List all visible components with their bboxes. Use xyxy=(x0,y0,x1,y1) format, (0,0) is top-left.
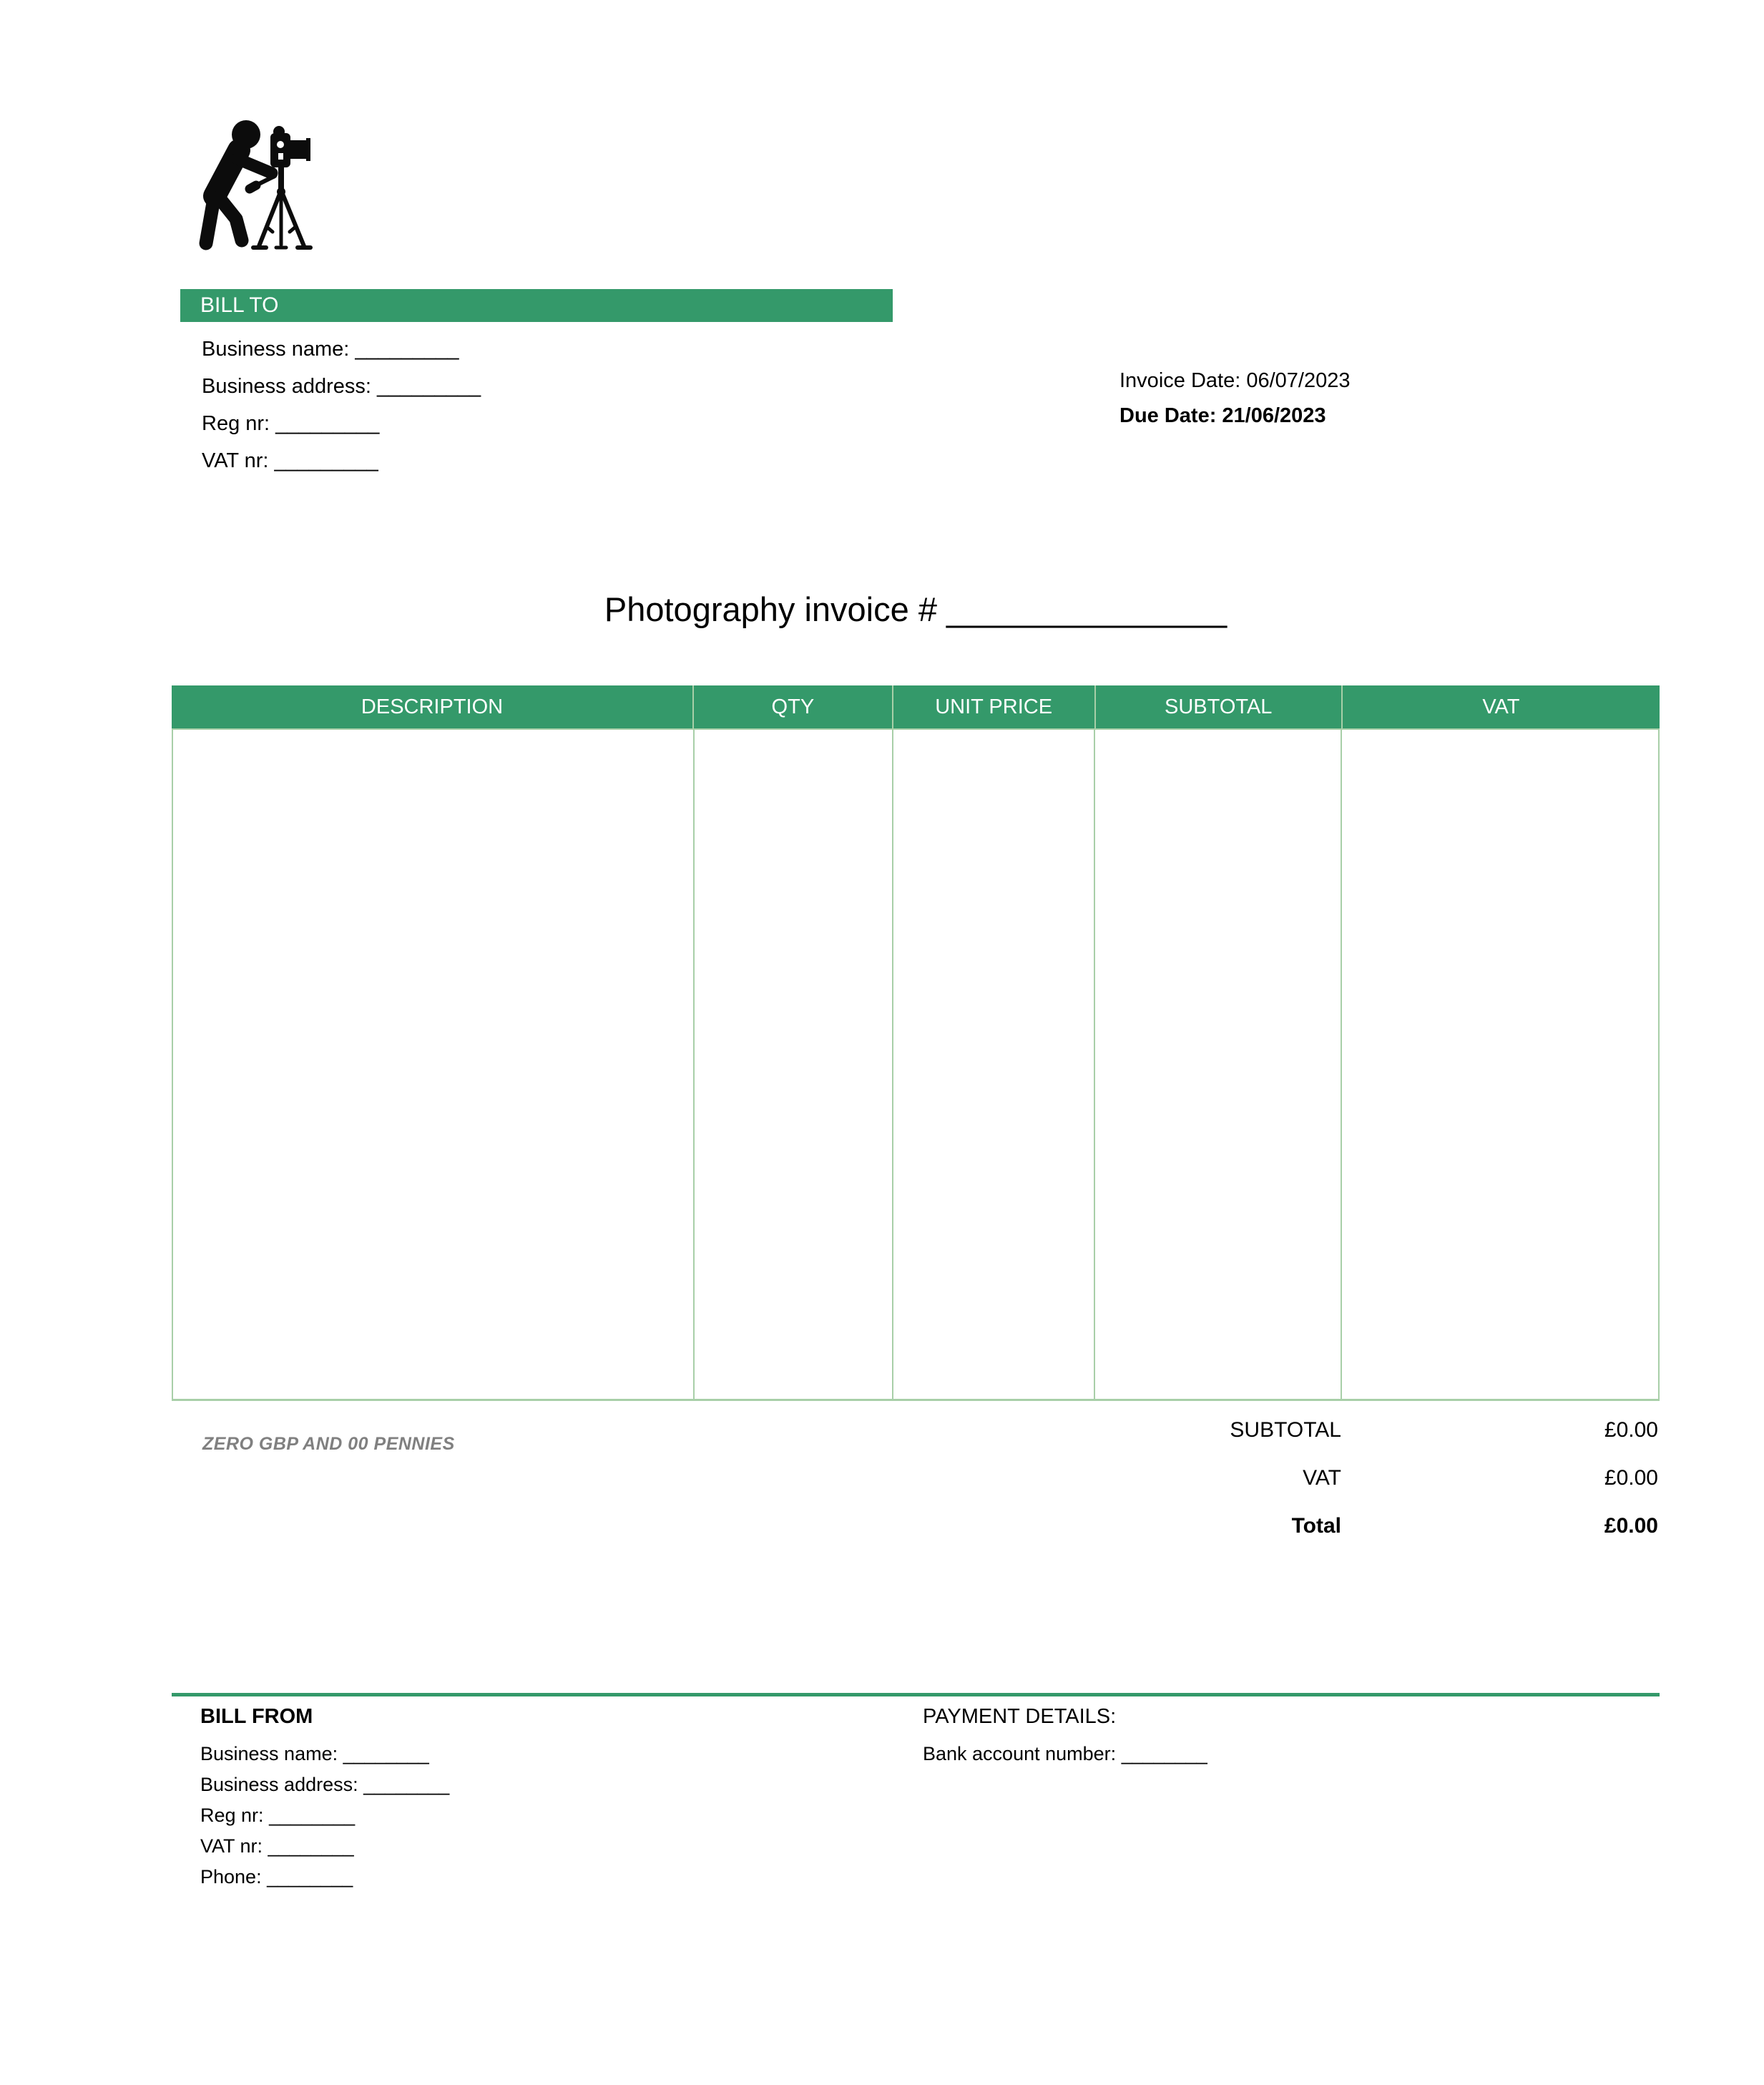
blank-line: _________ xyxy=(355,337,459,361)
body-cell-vat xyxy=(1341,730,1658,1399)
payment-details-header: PAYMENT DETAILS: xyxy=(923,1705,1117,1728)
blank-line: ________ xyxy=(269,1805,356,1826)
invoice-date-value: 06/07/2023 xyxy=(1246,369,1351,392)
blank-line: _________ xyxy=(377,374,481,398)
amount-in-words: ZERO GBP AND 00 PENNIES xyxy=(202,1434,455,1454)
total-label: Total xyxy=(1291,1514,1341,1538)
bill-to-vat-nr: VAT nr: _________ xyxy=(202,449,378,472)
column-header-qty: QTY xyxy=(692,685,892,728)
column-header-unit-price: UNIT PRICE xyxy=(892,685,1094,728)
photographer-camera-tripod-icon xyxy=(179,113,330,260)
items-table-header xyxy=(172,685,1660,730)
blank-line: ________ xyxy=(268,1835,354,1857)
subtotal-value: £0.00 xyxy=(1604,1418,1658,1442)
bill-to-business-name: Business name: _________ xyxy=(202,337,459,361)
bill-from-reg-nr: Reg nr: ________ xyxy=(200,1805,356,1826)
bill-to-header: BILL TO xyxy=(200,293,279,317)
due-date-line: Due Date: 21/06/2023 xyxy=(1119,404,1326,427)
footer-divider xyxy=(172,1693,1660,1696)
total-row xyxy=(0,1514,1764,1543)
subtotal-label: SUBTOTAL xyxy=(1230,1418,1341,1442)
bill-from-section xyxy=(200,1704,449,1893)
blank-line: ________ xyxy=(1121,1743,1207,1764)
blank-line: _________ xyxy=(275,411,380,435)
invoice-number-blank: _______________ xyxy=(946,590,1228,628)
bill-to-banner xyxy=(180,289,893,322)
blank-line: ________ xyxy=(363,1774,450,1795)
body-cell-description xyxy=(173,730,693,1399)
bill-to-reg-nr: Reg nr: _________ xyxy=(202,411,380,435)
page-title: Photography invoice # _______________ xyxy=(604,590,1228,628)
body-cell-qty xyxy=(693,730,892,1399)
vat-row xyxy=(0,1466,1764,1495)
bill-from-phone: Phone: ________ xyxy=(200,1866,353,1888)
total-value: £0.00 xyxy=(1604,1514,1658,1538)
blank-line: ________ xyxy=(267,1866,353,1888)
bill-to-business-address: Business address: _________ xyxy=(202,374,481,398)
body-cell-subtotal xyxy=(1094,730,1341,1399)
vat-value: £0.00 xyxy=(1604,1466,1658,1490)
invoice-meta xyxy=(1119,363,1350,434)
subtotal-row xyxy=(0,1418,1764,1447)
blank-line: _________ xyxy=(274,449,378,472)
invoice-date-line: Invoice Date: 06/07/2023 xyxy=(1119,369,1351,392)
due-date-value: 21/06/2023 xyxy=(1222,404,1326,427)
payment-details-section xyxy=(923,1704,1207,1769)
bill-to-fields xyxy=(202,331,481,479)
bill-from-business-address: Business address: ________ xyxy=(200,1774,450,1795)
bill-from-header: BILL FROM xyxy=(200,1705,313,1728)
bill-from-vat-nr: VAT nr: ________ xyxy=(200,1835,354,1857)
vat-label: VAT xyxy=(1303,1466,1341,1490)
column-header-description: DESCRIPTION xyxy=(361,695,504,718)
bill-from-business-name: Business name: ________ xyxy=(200,1743,429,1764)
column-header-subtotal: SUBTOTAL xyxy=(1094,685,1341,728)
bank-account-number: Bank account number: ________ xyxy=(923,1743,1207,1764)
items-table-body xyxy=(172,730,1660,1401)
body-cell-unit-price xyxy=(892,730,1094,1399)
column-header-vat: VAT xyxy=(1341,685,1660,728)
blank-line: ________ xyxy=(343,1743,429,1764)
